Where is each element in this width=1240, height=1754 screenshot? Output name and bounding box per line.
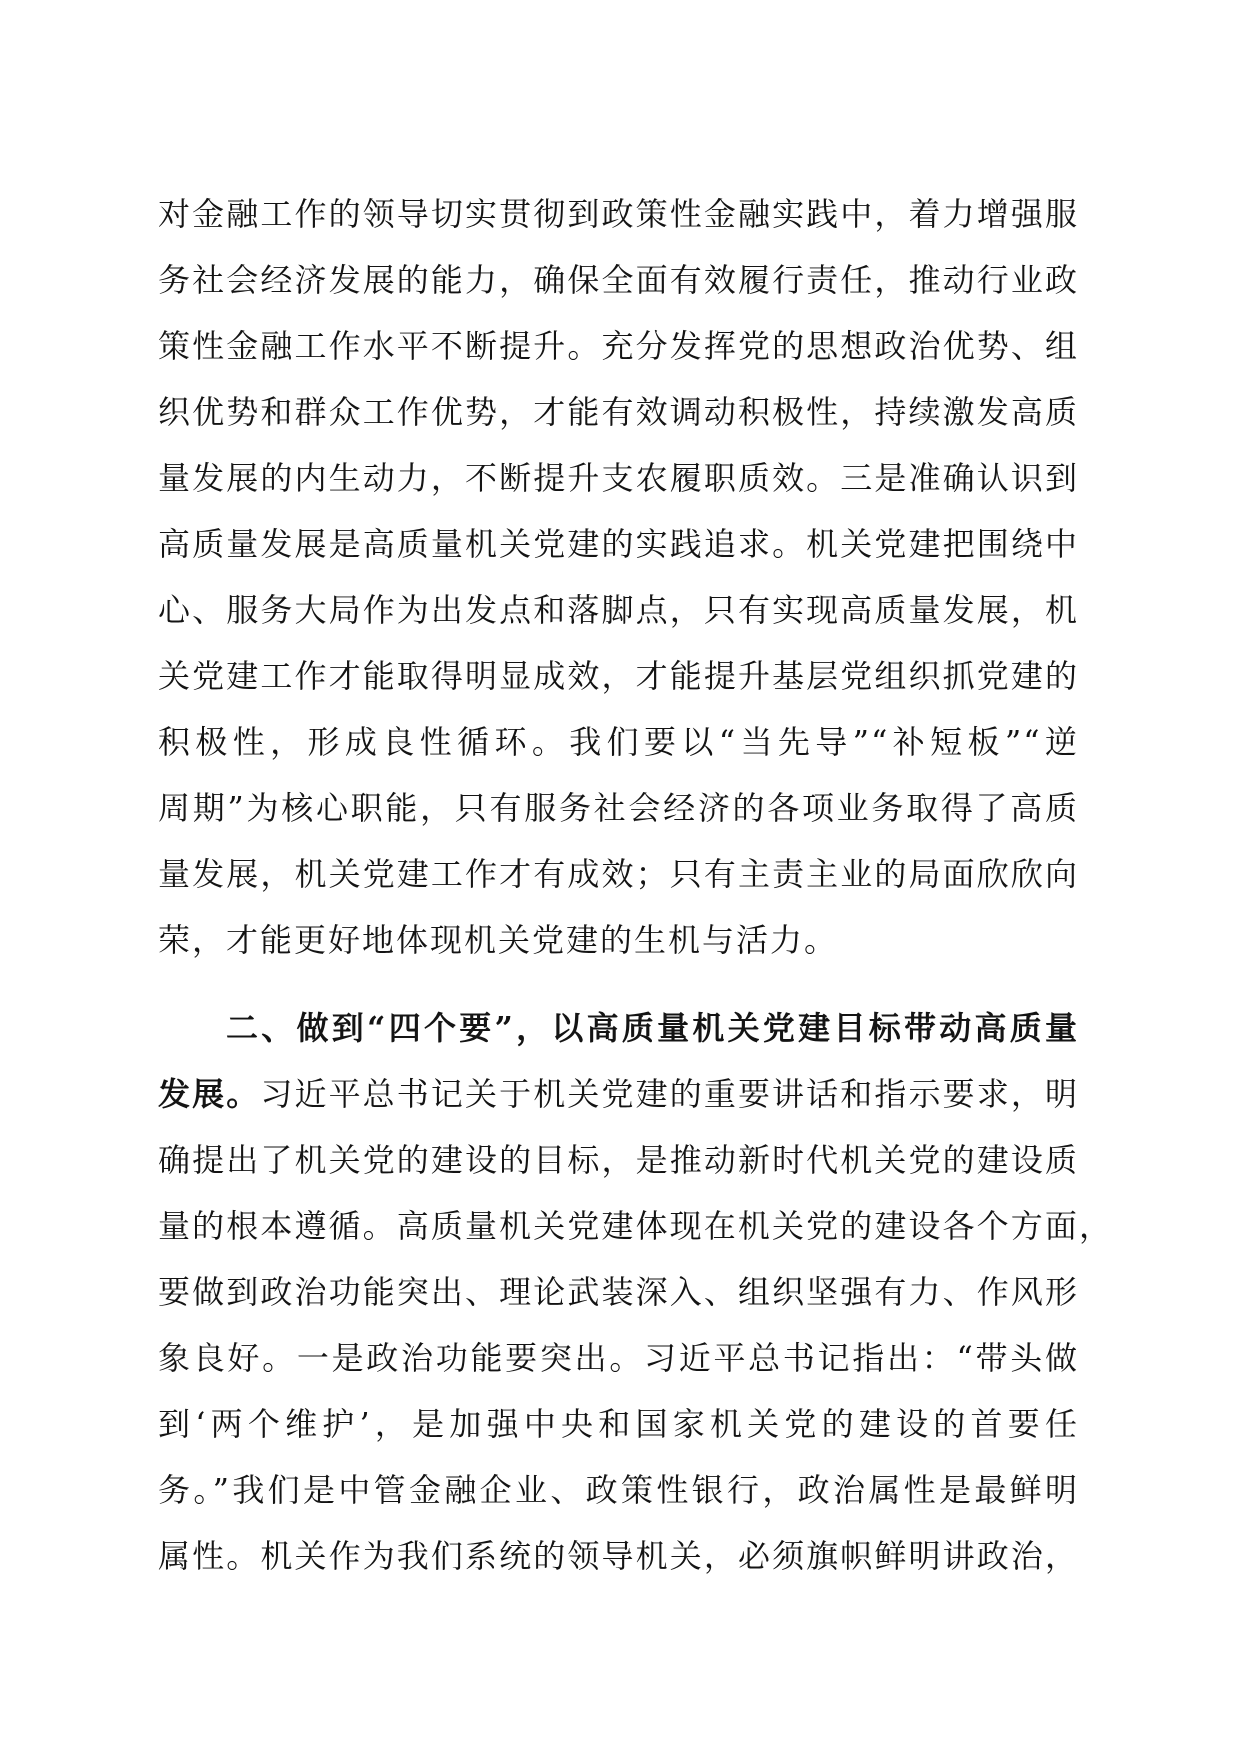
paragraph-1-line-9: 积极性，形成良性循环。我们要以“当先导”“补短板”“逆: [158, 723, 1079, 761]
body-text: [158, 181, 1113, 1589]
paragraph-1-line-1: 对金融工作的领导切实贯彻到政策性金融实践中，着力增强服: [158, 195, 1079, 233]
paragraph-2: [158, 995, 1113, 1589]
paragraph-2-line-9: 属性。机关作为我们系统的领导机关，必须旗帜鲜明讲政治，: [158, 1537, 1079, 1575]
paragraph-1-line-11: 量发展，机关党建工作才有成效；只有主责主业的局面欣欣向: [158, 855, 1079, 893]
paragraph-2-line-4: 量的根本遵循。高质量机关党建体现在机关党的建设各个方面，: [158, 1207, 1113, 1245]
paragraph-1-line-5: 量发展的内生动力，不断提升支农履职质效。三是准确认识到: [158, 459, 1079, 497]
paragraph-1: [158, 181, 1079, 973]
paragraph-1-line-12: 荣，才能更好地体现机关党建的生机与活力。: [158, 921, 839, 959]
paragraph-2-line-3: 确提出了机关党的建设的目标，是推动新时代机关党的建设质: [158, 1141, 1079, 1179]
section-heading-continuation: 发展。: [158, 1075, 261, 1113]
paragraph-1-line-3: 策性金融工作水平不断提升。充分发挥党的思想政治优势、组: [158, 327, 1079, 365]
paragraph-2-line-2-text: 习近平总书记关于机关党建的重要讲话和指示要求，明: [260, 1075, 1079, 1113]
paragraph-1-line-8: 关党建工作才能取得明显成效，才能提升基层党组织抓党建的: [158, 657, 1079, 695]
paragraph-1-line-10: 周期”为核心职能，只有服务社会经济的各项业务取得了高质: [158, 789, 1079, 827]
paragraph-2-line-5: 要做到政治功能突出、理论武装深入、组织坚强有力、作风形: [158, 1273, 1079, 1311]
paragraph-2-line-6: 象良好。一是政治功能要突出。习近平总书记指出：“带头做: [158, 1339, 1079, 1377]
paragraph-1-line-2: 务社会经济发展的能力，确保全面有效履行责任，推动行业政: [158, 261, 1079, 299]
paragraph-2-line-2: [158, 1061, 1079, 1127]
paragraph-2-line-8: 务。”我们是中管金融企业、政策性银行，政治属性是最鲜明: [158, 1471, 1079, 1509]
paragraph-1-line-7: 心、服务大局作为出发点和落脚点，只有实现高质量发展，机: [158, 591, 1079, 629]
paragraph-1-line-6: 高质量发展是高质量机关党建的实践追求。机关党建把围绕中: [158, 525, 1079, 563]
paragraph-2-line-7: 到‘两个维护’，是加强中央和国家机关党的建设的首要任: [158, 1405, 1079, 1443]
paragraph-1-line-4: 织优势和群众工作优势，才能有效调动积极性，持续激发高质: [158, 393, 1079, 431]
section-heading: 二、做到“四个要”，以高质量机关党建目标带动高质量: [226, 1009, 1079, 1047]
